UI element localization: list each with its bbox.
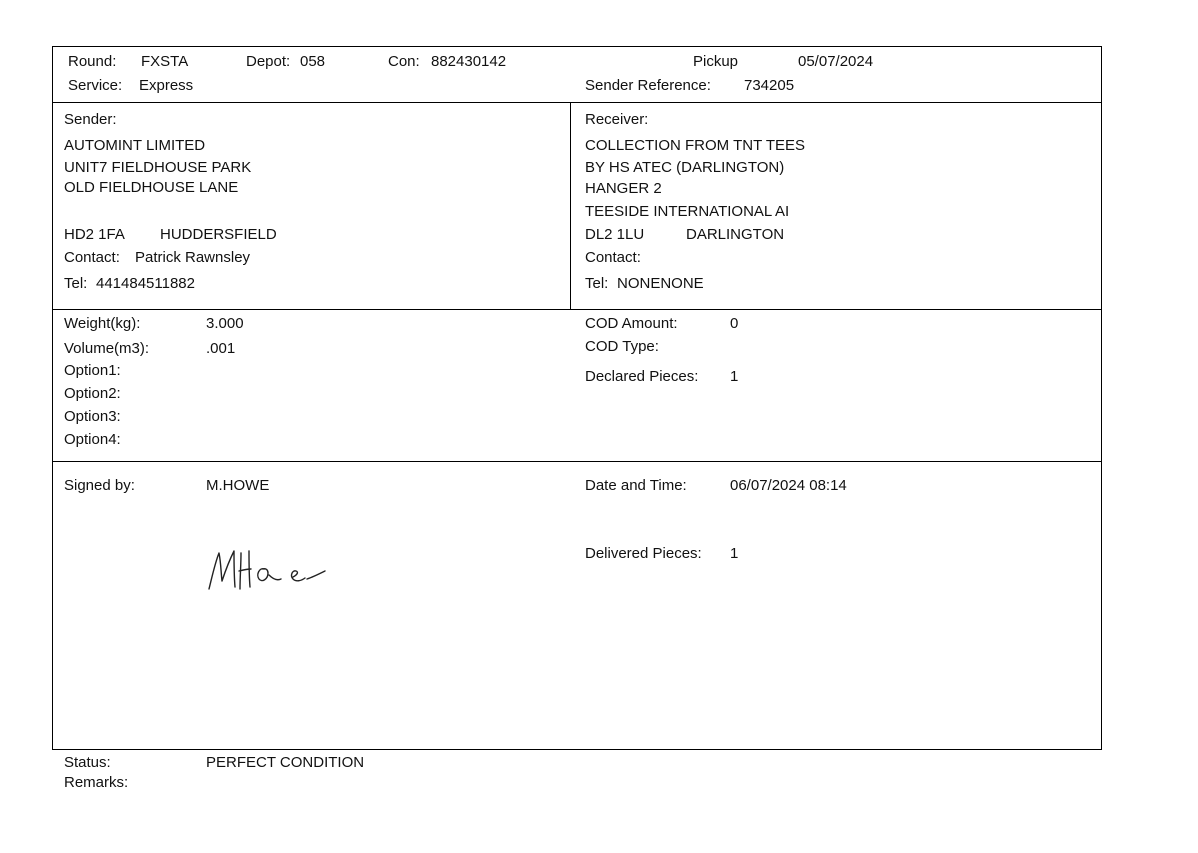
status-label: Status: (64, 754, 111, 771)
divider-address (53, 309, 1101, 310)
option3-label: Option3: (64, 408, 121, 425)
option4-label: Option4: (64, 431, 121, 448)
sender-reference-label: Sender Reference: (585, 77, 711, 94)
option2-label: Option2: (64, 385, 121, 402)
signature-image (203, 541, 343, 601)
service-value: Express (139, 77, 194, 94)
divider-sender-receiver (570, 102, 571, 309)
receiver-address-line: HANGER 2 (585, 180, 662, 197)
sender-address-line: AUTOMINT LIMITED (64, 137, 206, 154)
option1-label: Option1: (64, 362, 121, 379)
signed-by-label: Signed by: (64, 477, 135, 494)
cod-type-label: COD Type: (585, 338, 659, 355)
remarks-label: Remarks: (64, 774, 129, 791)
sender-reference-value: 734205 (744, 77, 795, 94)
sender-contact-label: Contact: (64, 249, 120, 266)
sender-address-line: OLD FIELDHOUSE LANE (64, 179, 239, 196)
con-number: 882430142 (431, 53, 507, 70)
date-time-label: Date and Time: (585, 477, 687, 494)
receiver-tel-value: NONENONE (617, 275, 704, 292)
sender-heading: Sender: (64, 111, 117, 128)
delivery-record-form (52, 46, 1102, 750)
round-value: FXSTA (141, 53, 189, 70)
delivered-pieces-value: 1 (730, 545, 739, 562)
status-value: PERFECT CONDITION (206, 754, 365, 771)
depot-label: Depot: (246, 53, 291, 70)
pickup-date: 05/07/2024 (798, 53, 874, 70)
service-label: Service: (68, 77, 123, 94)
sender-address-line: UNIT7 FIELDHOUSE PARK (64, 159, 252, 176)
receiver-contact-label: Contact: (585, 249, 641, 266)
sender-tel-value: 441484511882 (96, 275, 195, 292)
divider-shipment (53, 461, 1101, 462)
round-label: Round: (68, 53, 117, 70)
sender-tel-label: Tel: (64, 275, 88, 292)
sender-city: HUDDERSFIELD (160, 226, 277, 243)
volume-value: .001 (206, 340, 236, 357)
receiver-postcode: DL2 1LU (585, 226, 645, 243)
weight-label: Weight(kg): (64, 315, 141, 332)
receiver-heading: Receiver: (585, 111, 649, 128)
receiver-tel-label: Tel: (585, 275, 609, 292)
signed-by-value: M.HOWE (206, 477, 270, 494)
receiver-address-line: COLLECTION FROM TNT TEES (585, 137, 806, 154)
declared-pieces-value: 1 (730, 368, 739, 385)
con-label: Con: (388, 53, 420, 70)
volume-label: Volume(m3): (64, 340, 150, 357)
declared-pieces-label: Declared Pieces: (585, 368, 699, 385)
receiver-address-line: TEESIDE INTERNATIONAL AI (585, 203, 790, 220)
receiver-address-line: BY HS ATEC (DARLINGTON) (585, 159, 785, 176)
divider-header (53, 102, 1101, 103)
date-time-value: 06/07/2024 08:14 (730, 477, 847, 494)
delivered-pieces-label: Delivered Pieces: (585, 545, 702, 562)
depot-value: 058 (300, 53, 326, 70)
sender-contact-value: Patrick Rawnsley (135, 249, 251, 266)
pickup-label: Pickup (693, 53, 739, 70)
cod-amount-value: 0 (730, 315, 739, 332)
receiver-city: DARLINGTON (686, 226, 785, 243)
sender-postcode: HD2 1FA (64, 226, 125, 243)
weight-value: 3.000 (206, 315, 244, 332)
cod-amount-label: COD Amount: (585, 315, 678, 332)
